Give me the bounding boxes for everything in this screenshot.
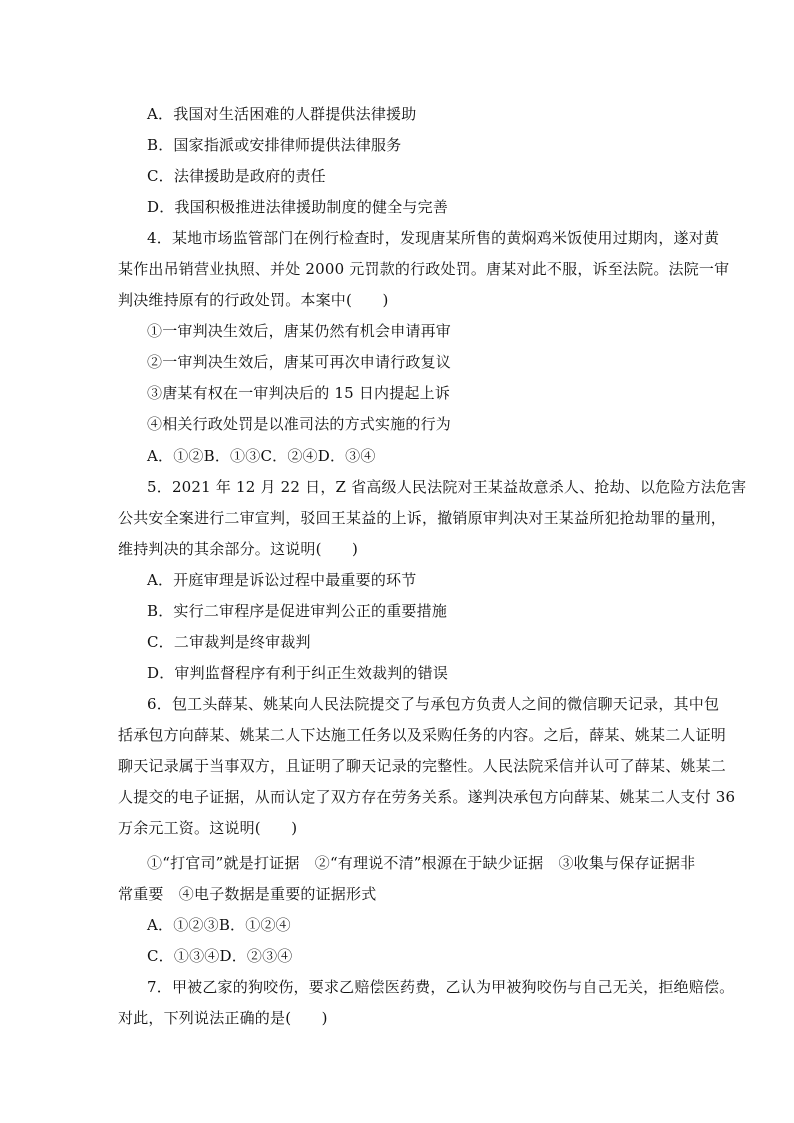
q4-options: A．①②B．①③C．②④D．③④ [147,447,376,465]
q7-stem-line-1: 7．甲被乙家的狗咬伤，要求乙赔偿医药费，乙认为甲被狗咬伤与自己无关，拒绝赔偿。 [147,978,735,996]
q3-option-b: B．国家指派或安排律师提供法律服务 [147,136,402,154]
q6-statements-line-2: 常重要 ④电子数据是重要的证据形式 [118,885,377,903]
q6-options-line-1: A．①②③B．①②④ [147,916,291,934]
q5-stem-line-1: 5．2021 年 12 月 22 日，Z 省高级人民法院对王某益故意杀人、抢劫、以危险方法危害 [147,478,747,496]
q6-stem-line-4: 人提交的电子证据，从而认定了双方存在劳务关系。遂判决承包方向薛某、姚某二人支付 36 [118,788,736,806]
q5-option-b: B．实行二审程序是促进审判公正的重要措施 [147,602,448,620]
q4-stem-line-2: 某作出吊销营业执照、并处 2000 元罚款的行政处罚。唐某对此不服，诉至法院。法院一审 [118,260,730,278]
q6-statements-line-1: ①“打官司”就是打证据 ②“有理说不清”根源在于缺少证据 ③收集与保存证据非 [147,854,696,872]
q3-option-d: D．我国积极推进法律援助制度的健全与完善 [147,198,449,216]
q4-statement-1: ①一审判决生效后，唐某仍然有机会申请再审 [147,322,452,340]
q4-statement-2: ②一审判决生效后，唐某可再次申请行政复议 [147,353,452,371]
q3-option-c: C．法律援助是政府的责任 [147,167,326,185]
q6-stem-line-5: 万余元工资。这说明( ) [118,819,298,837]
q4-statement-3: ③唐某有权在一审判决后的 15 日内提起上诉 [147,384,451,402]
q5-option-a: A．开庭审理是诉讼过程中最重要的环节 [147,571,417,589]
q5-option-d: D．审判监督程序有利于纠正生效裁判的错误 [147,664,449,682]
q5-stem-line-2: 公共安全案进行二审宣判，驳回王某益的上诉，撤销原审判决对王某益所犯抢劫罪的量刑， [118,509,727,527]
q5-option-c: C．二审裁判是终审裁判 [147,633,311,651]
q6-stem-line-1: 6．包工头薛某、姚某向人民法院提交了与承包方负责人之间的微信聊天记录，其中包 [147,695,720,713]
q6-stem-line-2: 括承包方向薛某、姚某二人下达施工任务以及采购任务的内容。之后，薛某、姚某二人证明 [118,726,727,744]
q5-stem-line-3: 维持判决的其余部分。这说明( ) [118,540,359,558]
q4-stem-line-1: 4．某地市场监管部门在例行检查时，发现唐某所售的黄焖鸡米饭使用过期肉，遂对黄 [147,229,720,247]
q6-options-line-2: C．①③④D．②③④ [147,947,293,965]
q6-stem-line-3: 聊天记录属于当事双方，且证明了聊天记录的完整性。人民法院采信并认可了薛某、姚某二 [118,757,727,775]
q4-stem-line-3: 判决维持原有的行政处罚。本案中( ) [118,291,389,309]
q3-option-a: A．我国对生活困难的人群提供法律援助 [147,105,417,123]
q7-stem-line-2: 对此，下列说法正确的是( ) [118,1009,328,1027]
q4-statement-4: ④相关行政处罚是以准司法的方式实施的行为 [147,415,452,433]
